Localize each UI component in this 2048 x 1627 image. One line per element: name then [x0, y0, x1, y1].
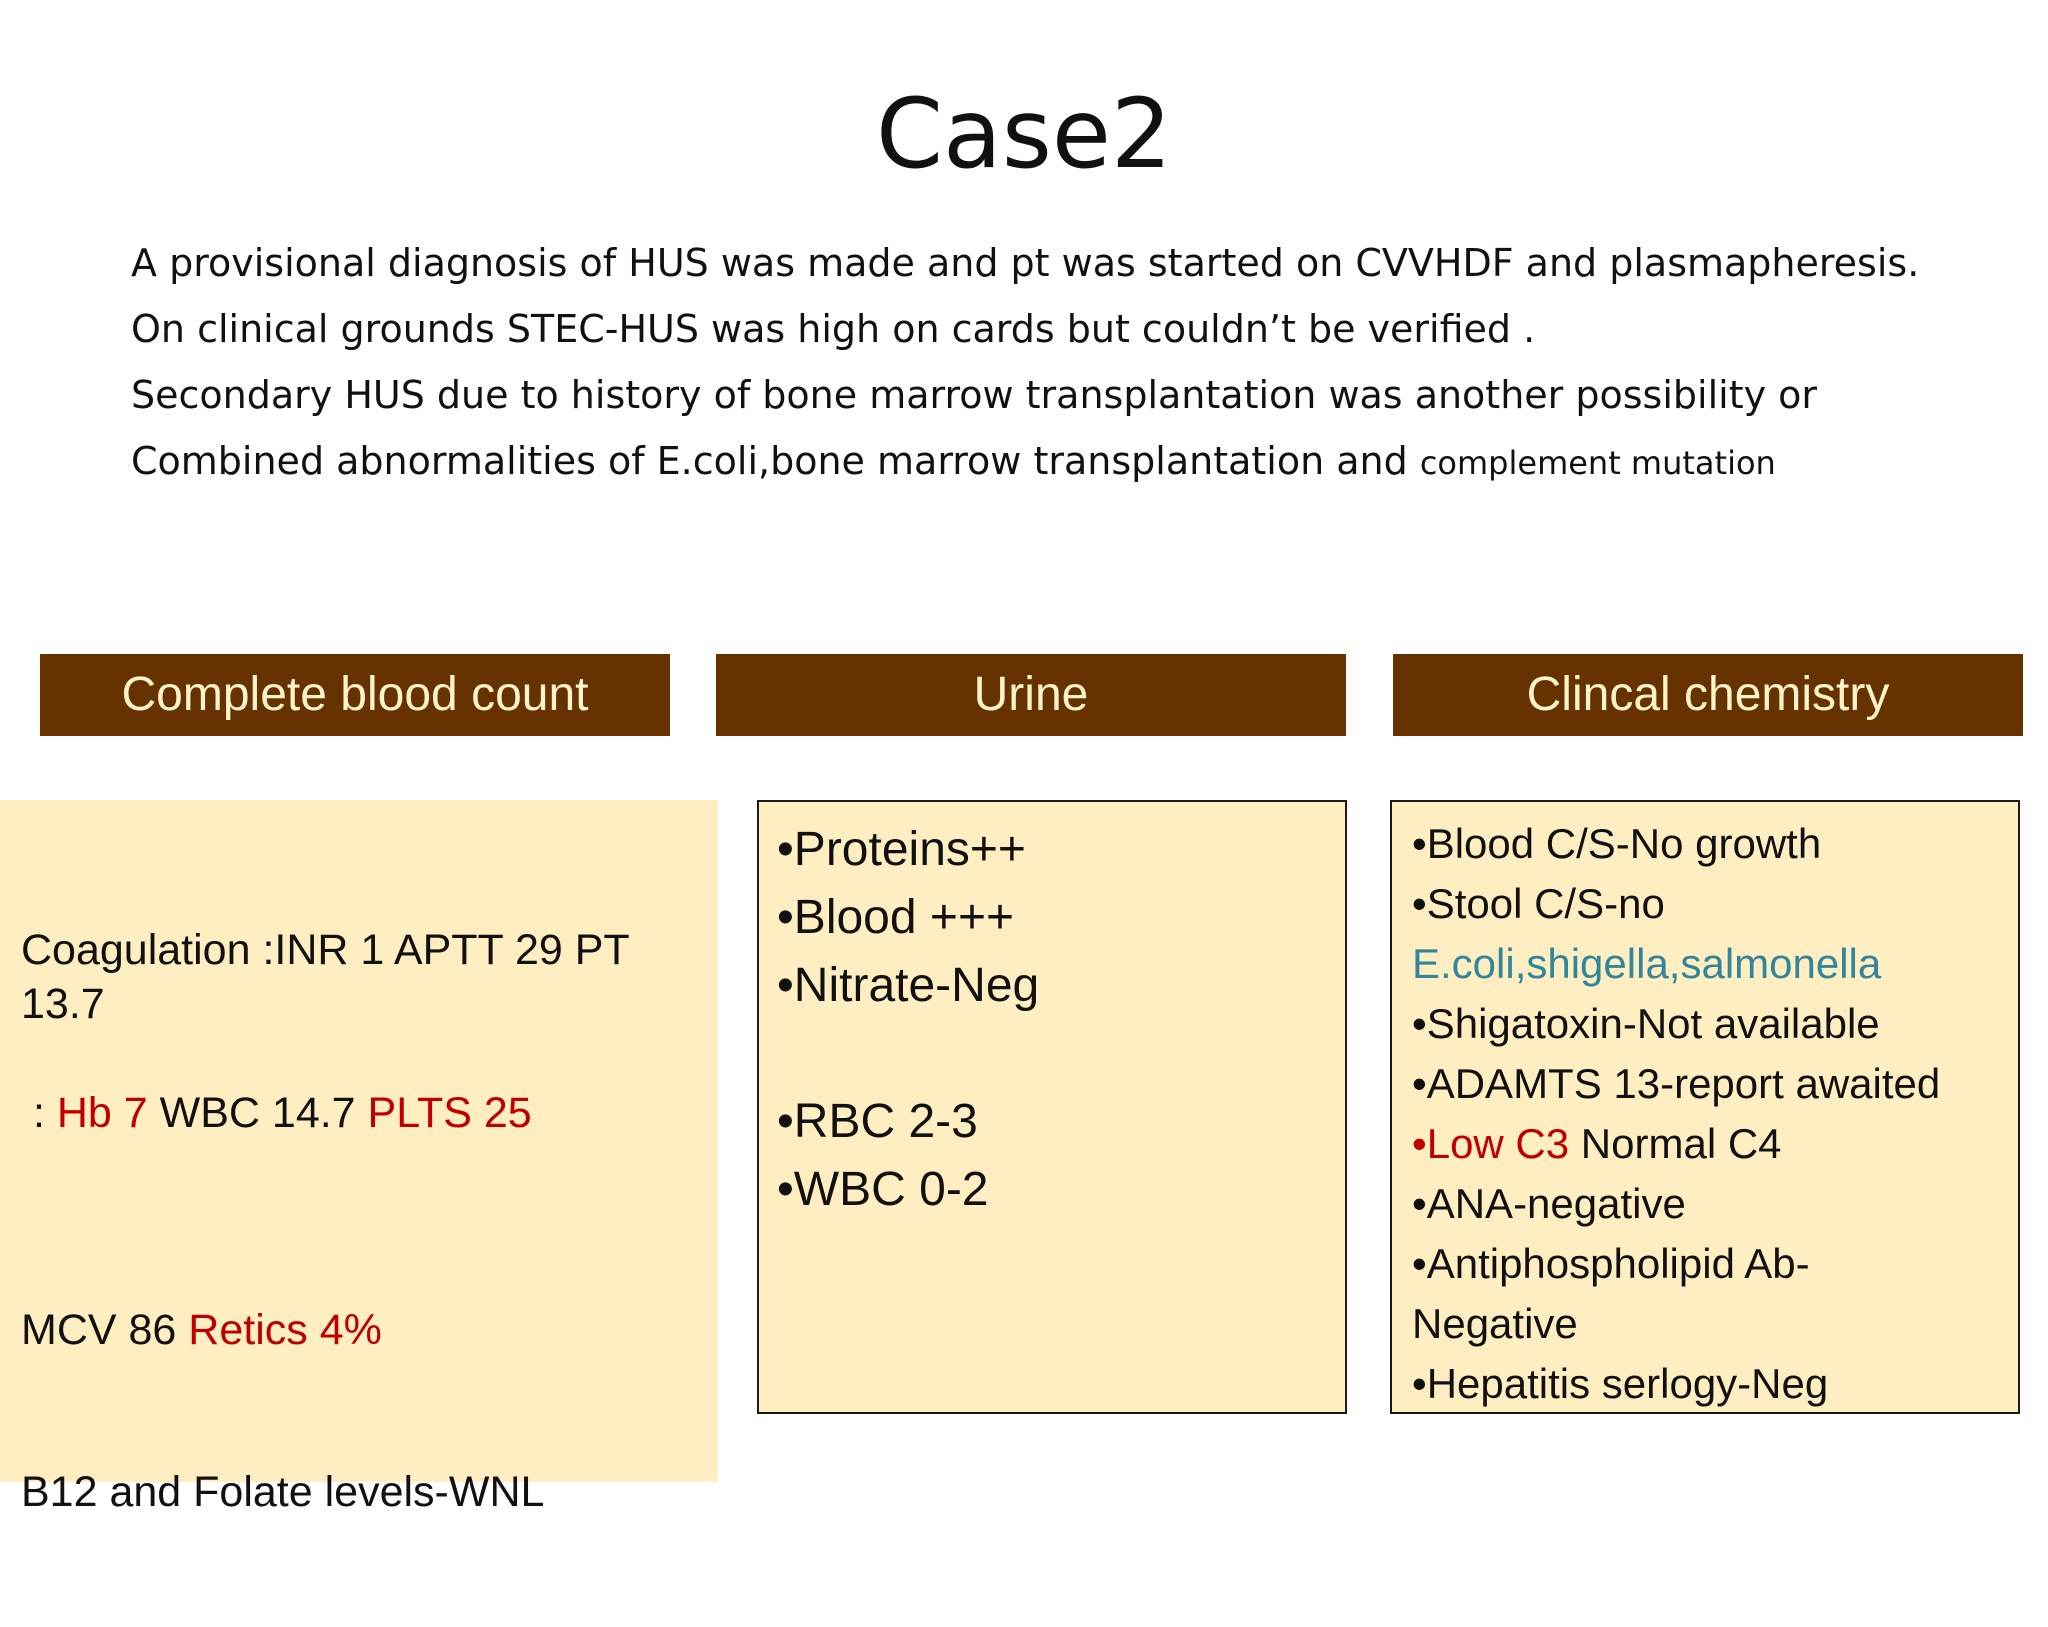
cbc-panel — [0, 800, 718, 1516]
urine-panel — [757, 800, 1347, 1414]
urine-item-spacer — [777, 1020, 1039, 1088]
urine-item-nitrate: •Nitrate-Neg — [777, 959, 1040, 1012]
chem-item-complement — [1412, 1114, 1940, 1174]
c3-low: •Low C3 — [1412, 1120, 1570, 1167]
intro-line-2: On clinical grounds STEC-HUS was high on cards but couldn’t be verified . — [131, 307, 1536, 351]
chemistry-list — [1412, 814, 1940, 1414]
urine-list — [777, 816, 1039, 1224]
chem-item-stool-cs: •Stool C/S-no — [1412, 880, 1665, 927]
intro-text — [131, 230, 2011, 496]
urine-item-proteins: •Proteins++ — [777, 823, 1026, 876]
chem-item-apl-line-2: Negative — [1412, 1300, 1578, 1347]
header-complete-blood-count: Complete blood count — [40, 654, 670, 736]
chemistry-panel — [1390, 800, 2020, 1414]
chem-item-blood-cs: •Blood C/S-No growth — [1412, 820, 1822, 867]
intro-line-3: Secondary HUS due to history of bone marrow transplantation was another possibility or — [131, 373, 1818, 417]
coagulation-line-2: 13.7 — [21, 980, 105, 1028]
intro-line-4-small: complement mutation — [1419, 444, 1776, 482]
b12-folate-line: B12 and Folate levels-WNL — [21, 1468, 545, 1516]
chem-item-hepatitis: •Hepatitis serlogy-Neg — [1412, 1360, 1829, 1407]
counts-prefix: : — [21, 1089, 57, 1137]
urine-item-blood: •Blood +++ — [777, 891, 1014, 944]
urine-item-rbc: •RBC 2-3 — [777, 1095, 978, 1148]
intro-line-4 — [131, 428, 2011, 496]
c4-normal: Normal C4 — [1569, 1120, 1782, 1167]
chem-item-stool-organisms: E.coli,shigella,salmonella — [1412, 940, 1882, 987]
intro-line-1: A provisional diagnosis of HUS was made and pt was started on CVVHDF and plasmapheresis. — [131, 241, 1920, 285]
blood-counts-line — [21, 1086, 532, 1140]
mcv-value: MCV 86 — [21, 1306, 189, 1354]
urine-item-wbc: •WBC 0-2 — [777, 1163, 989, 1216]
plts-value: PLTS 25 — [367, 1089, 532, 1137]
hb-value: Hb 7 — [56, 1089, 148, 1137]
mcv-retics-text — [21, 1195, 544, 1627]
coagulation-text — [21, 923, 630, 1031]
intro-line-4-main: Combined abnormalities of E.coli,bone marrow transplantation and — [131, 439, 1420, 483]
coagulation-line-1: Coagulation :INR 1 APTT 29 PT — [21, 926, 630, 974]
header-clinical-chemistry: Clincal chemistry — [1393, 654, 2023, 736]
retics-value: Retics 4% — [188, 1306, 382, 1354]
chem-item-apl-line-1: •Antiphospholipid Ab- — [1412, 1240, 1810, 1287]
chem-item-ana: •ANA-negative — [1412, 1180, 1686, 1227]
chem-item-shigatoxin: •Shigatoxin-Not available — [1412, 1000, 1880, 1047]
mcv-line — [21, 1303, 544, 1357]
slide-title: Case2 — [875, 78, 1172, 190]
chem-item-adamts: •ADAMTS 13-report awaited — [1412, 1060, 1941, 1107]
header-urine: Urine — [716, 654, 1346, 736]
wbc-value: WBC 14.7 — [147, 1089, 368, 1137]
